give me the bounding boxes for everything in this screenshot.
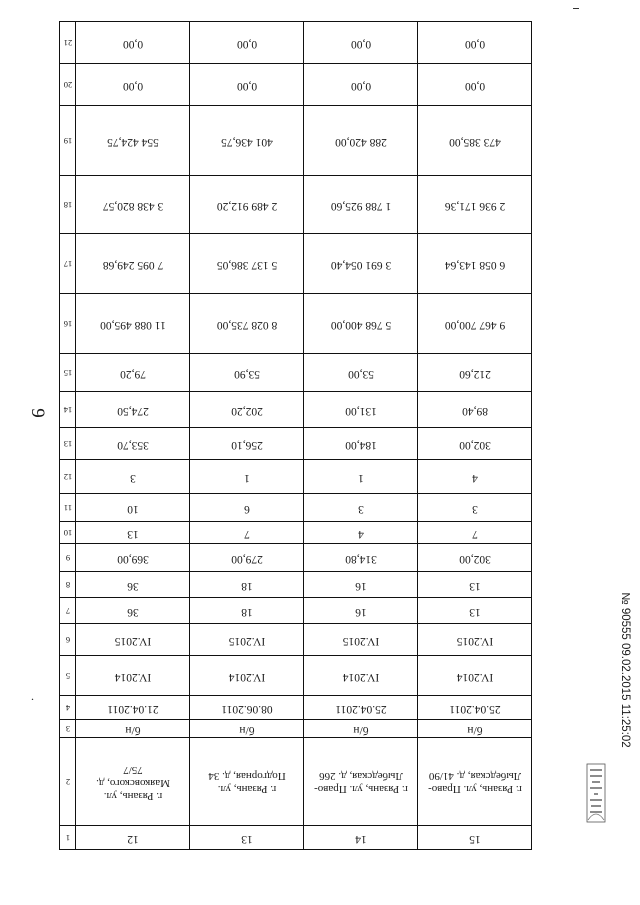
table-cell: [76, 354, 190, 392]
column-number: 19: [63, 135, 72, 146]
cell-value: 25.04.2011: [448, 702, 501, 715]
table-cell: [418, 494, 532, 522]
table-cell: [418, 696, 532, 720]
cell-value: 274,50: [116, 404, 149, 417]
cell-value: 13: [468, 579, 481, 592]
table-row: [60, 106, 532, 176]
table-cell: [76, 720, 190, 738]
cell-value: 2 489 912,20: [216, 199, 277, 212]
cell-value: 6: [243, 502, 250, 515]
column-number-cell: [60, 294, 76, 354]
table-cell: [304, 494, 418, 522]
cell-value: 13: [240, 832, 253, 845]
column-number-cell: [60, 598, 76, 624]
table-cell: [418, 176, 532, 234]
column-number-cell: [60, 696, 76, 720]
table-cell: [418, 294, 532, 354]
cell-value: 401 436,75: [220, 135, 273, 148]
corner-mark: [573, 8, 579, 9]
table-cell: [304, 392, 418, 428]
column-number: 20: [63, 79, 72, 90]
cell-value: 0,00: [350, 37, 371, 50]
table-row: [60, 354, 532, 392]
cell-value: 9 467 700,00: [444, 318, 505, 331]
cell-value: 89,40: [461, 404, 488, 417]
table-cell: [190, 176, 304, 234]
table-cell: [76, 176, 190, 234]
column-number: 8: [65, 579, 70, 590]
cell-value: 10: [126, 502, 139, 515]
cell-value: б/н: [124, 723, 141, 736]
column-number-cell: [60, 572, 76, 598]
table-row: [60, 738, 532, 826]
registration-number: № 90555 09.02.2015 11:25:02: [619, 592, 631, 748]
column-number: 12: [63, 471, 72, 482]
table-cell: [190, 22, 304, 64]
cell-value: 5 768 400,00: [330, 318, 391, 331]
column-number: 6: [65, 634, 70, 645]
cell-value: 13: [126, 527, 139, 540]
table-row: [60, 176, 532, 234]
cell-value: 212,60: [458, 367, 491, 380]
cell-value: 369,00: [116, 552, 149, 565]
column-number: 18: [63, 199, 72, 210]
table-cell: [304, 460, 418, 494]
table-cell: [418, 826, 532, 850]
table-cell: [418, 234, 532, 294]
registration-stamp: [616, 555, 634, 785]
cell-value: 1: [357, 471, 364, 484]
table-cell: [304, 106, 418, 176]
table-cell: [304, 522, 418, 544]
table-row: [60, 598, 532, 624]
table-cell: [76, 572, 190, 598]
table-cell: [76, 826, 190, 850]
cell-value: 554 424,75: [106, 135, 159, 148]
table-cell: [304, 64, 418, 106]
cell-value: 7: [243, 527, 250, 540]
cell-value: 0,00: [122, 37, 143, 50]
table-cell: [190, 598, 304, 624]
column-number-cell: [60, 624, 76, 656]
table-cell: [190, 696, 304, 720]
table-cell: [190, 544, 304, 572]
table-cell: [76, 294, 190, 354]
cell-value: 6 058 143,64: [444, 258, 505, 271]
table-cell: [76, 598, 190, 624]
table-cell: [190, 522, 304, 544]
table-cell: [304, 428, 418, 460]
column-number-cell: [60, 544, 76, 572]
cell-value: 36: [126, 579, 139, 592]
table-cell: [190, 428, 304, 460]
cell-value: б/н: [238, 723, 255, 736]
column-number-cell: [60, 460, 76, 494]
table-cell: [418, 544, 532, 572]
table-cell: [190, 494, 304, 522]
cell-value: г. Рязань, ул. Право-Лыбедская, д. 266: [313, 769, 408, 795]
table-cell: [418, 738, 532, 826]
table-cell: [190, 656, 304, 696]
cell-value: г. Рязань, ул. Подгорная, д. 34: [207, 769, 286, 795]
cell-value: IV.2014: [114, 670, 151, 683]
column-number: 11: [63, 502, 72, 513]
column-number-cell: [60, 738, 76, 826]
cell-value: 7: [471, 527, 478, 540]
table-cell: [304, 572, 418, 598]
cell-value: б/н: [466, 723, 483, 736]
table-row: [60, 720, 532, 738]
table-row: [60, 826, 532, 850]
cell-value: 16: [354, 605, 367, 618]
column-number-cell: [60, 392, 76, 428]
page-number: 9: [27, 408, 48, 418]
cell-value: 288 420,00: [334, 135, 387, 148]
cell-value: 302,00: [458, 552, 491, 565]
table-cell: [304, 738, 418, 826]
cell-value: 25.04.2011: [334, 702, 387, 715]
cell-value: 3 438 820,57: [102, 199, 163, 212]
cell-value: 0,00: [236, 79, 257, 92]
column-number: 4: [65, 702, 70, 713]
column-number: 3: [65, 723, 70, 734]
table-cell: [190, 826, 304, 850]
cell-value: 3: [129, 471, 136, 484]
cell-value: 8 028 735,00: [216, 318, 277, 331]
table-cell: [76, 738, 190, 826]
cell-value: IV.2014: [456, 670, 493, 683]
cell-value: 79,20: [119, 367, 146, 380]
table-cell: [418, 392, 532, 428]
cell-value: 12: [126, 832, 139, 845]
table-cell: [76, 696, 190, 720]
table-row: [60, 696, 532, 720]
table-cell: [304, 598, 418, 624]
column-number-cell: [60, 64, 76, 106]
cell-value: 4: [471, 471, 478, 484]
table-cell: [76, 656, 190, 696]
cell-value: 15: [468, 832, 481, 845]
column-number-cell: [60, 22, 76, 64]
table-row: [60, 544, 532, 572]
table-row: [60, 572, 532, 598]
cell-value: 1 788 925,60: [330, 199, 391, 212]
table-row: [60, 494, 532, 522]
table-cell: [76, 522, 190, 544]
table-cell: [418, 656, 532, 696]
cell-value: 18: [240, 605, 253, 618]
table-cell: [418, 354, 532, 392]
table-row: [60, 234, 532, 294]
cell-value: г. Рязань, ул. Маяковского, д. 75/7: [95, 762, 170, 802]
page-dot: .: [31, 689, 34, 703]
table-row: [60, 460, 532, 494]
table-cell: [418, 428, 532, 460]
cell-value: 14: [354, 832, 367, 845]
table-cell: [418, 64, 532, 106]
cell-value: 16: [354, 579, 367, 592]
column-number-cell: [60, 522, 76, 544]
cell-value: 53,00: [347, 367, 374, 380]
cell-value: IV.2014: [228, 670, 265, 683]
table-cell: [304, 826, 418, 850]
cell-value: 256,10: [230, 438, 263, 451]
column-number-cell: [60, 494, 76, 522]
table-cell: [190, 572, 304, 598]
column-number: 14: [63, 404, 72, 415]
cell-value: 3: [357, 502, 364, 515]
cell-value: 353,70: [116, 438, 149, 451]
table-cell: [418, 460, 532, 494]
cell-value: б/н: [352, 723, 369, 736]
table-cell: [304, 720, 418, 738]
table-row: [60, 22, 532, 64]
cell-value: 184,00: [344, 438, 377, 451]
table-cell: [304, 624, 418, 656]
table-cell: [190, 624, 304, 656]
table-cell: [76, 392, 190, 428]
cell-value: 7 095 249,68: [102, 258, 163, 271]
table-row: [60, 64, 532, 106]
cell-value: 0,00: [236, 37, 257, 50]
cell-value: 202,20: [230, 404, 263, 417]
cell-value: 0,00: [350, 79, 371, 92]
table-cell: [190, 106, 304, 176]
cell-value: IV.2014: [342, 670, 379, 683]
table-cell: [418, 572, 532, 598]
column-number: 15: [63, 367, 72, 378]
cell-value: 36: [126, 605, 139, 618]
column-number: 21: [63, 37, 72, 48]
cell-value: 21.04.2011: [106, 702, 159, 715]
cell-value: IV.2015: [114, 634, 151, 647]
column-number-cell: [60, 106, 76, 176]
table-cell: [304, 294, 418, 354]
column-number-cell: [60, 656, 76, 696]
table-cell: [190, 392, 304, 428]
column-number-cell: [60, 176, 76, 234]
column-number: 9: [65, 552, 70, 563]
column-number: 17: [63, 258, 72, 269]
cell-value: 279,00: [230, 552, 263, 565]
cell-value: 1: [243, 471, 250, 484]
table-cell: [76, 494, 190, 522]
column-number: 10: [63, 527, 72, 538]
cell-value: 08.06.2011: [220, 702, 273, 715]
table-cell: [190, 234, 304, 294]
table-cell: [76, 544, 190, 572]
table-cell: [76, 64, 190, 106]
fingerprint-stamp-icon: [585, 760, 607, 826]
cell-value: г. Рязань, ул. Право-Лыбедская, д. 41/90: [427, 769, 522, 795]
cell-value: 131,00: [344, 404, 377, 417]
column-number-cell: [60, 720, 76, 738]
cell-value: 473 385,00: [448, 135, 501, 148]
table-cell: [304, 656, 418, 696]
table-cell: [304, 234, 418, 294]
table-cell: [76, 22, 190, 64]
table-cell: [304, 696, 418, 720]
column-number-cell: [60, 428, 76, 460]
table-cell: [418, 106, 532, 176]
table-cell: [418, 522, 532, 544]
column-number: 13: [63, 438, 72, 449]
cell-value: 314,80: [344, 552, 377, 565]
cell-value: 302,00: [458, 438, 491, 451]
table-cell: [76, 234, 190, 294]
column-number: 5: [65, 670, 70, 681]
table-cell: [304, 544, 418, 572]
column-number: 7: [65, 605, 70, 616]
table-cell: [190, 294, 304, 354]
table-cell: [304, 354, 418, 392]
table-cell: [304, 22, 418, 64]
cell-value: 3 691 054,40: [330, 258, 391, 271]
column-number-cell: [60, 234, 76, 294]
table-cell: [418, 22, 532, 64]
table-row: [60, 624, 532, 656]
table-cell: [76, 460, 190, 494]
table-row: [60, 656, 532, 696]
table-cell: [190, 354, 304, 392]
table-cell: [76, 428, 190, 460]
column-number-cell: [60, 354, 76, 392]
cell-value: 3: [471, 502, 478, 515]
table-cell: [304, 176, 418, 234]
cell-value: 11 088 495,00: [99, 318, 166, 331]
table-cell: [190, 720, 304, 738]
data-table: [59, 21, 532, 850]
table-row: [60, 522, 532, 544]
cell-value: 4: [357, 527, 364, 540]
table-row: [60, 392, 532, 428]
table-cell: [418, 624, 532, 656]
cell-value: 5 137 386,05: [216, 258, 277, 271]
cell-value: 18: [240, 579, 253, 592]
cell-value: 2 936 171,36: [444, 199, 505, 212]
column-number: 1: [65, 832, 70, 843]
table-cell: [418, 598, 532, 624]
table-row: [60, 294, 532, 354]
cell-value: 13: [468, 605, 481, 618]
table-cell: [190, 460, 304, 494]
table-cell: [190, 738, 304, 826]
cell-value: 0,00: [464, 79, 485, 92]
column-number-cell: [60, 826, 76, 850]
cell-value: 0,00: [122, 79, 143, 92]
column-number: 2: [65, 776, 70, 787]
table-cell: [418, 720, 532, 738]
cell-value: 53,90: [233, 367, 260, 380]
cell-value: IV.2015: [342, 634, 379, 647]
column-number: 16: [63, 318, 72, 329]
table-cell: [76, 106, 190, 176]
cell-value: IV.2015: [228, 634, 265, 647]
table-cell: [76, 624, 190, 656]
table-cell: [190, 64, 304, 106]
cell-value: IV.2015: [456, 634, 493, 647]
cell-value: 0,00: [464, 37, 485, 50]
table-row: [60, 428, 532, 460]
